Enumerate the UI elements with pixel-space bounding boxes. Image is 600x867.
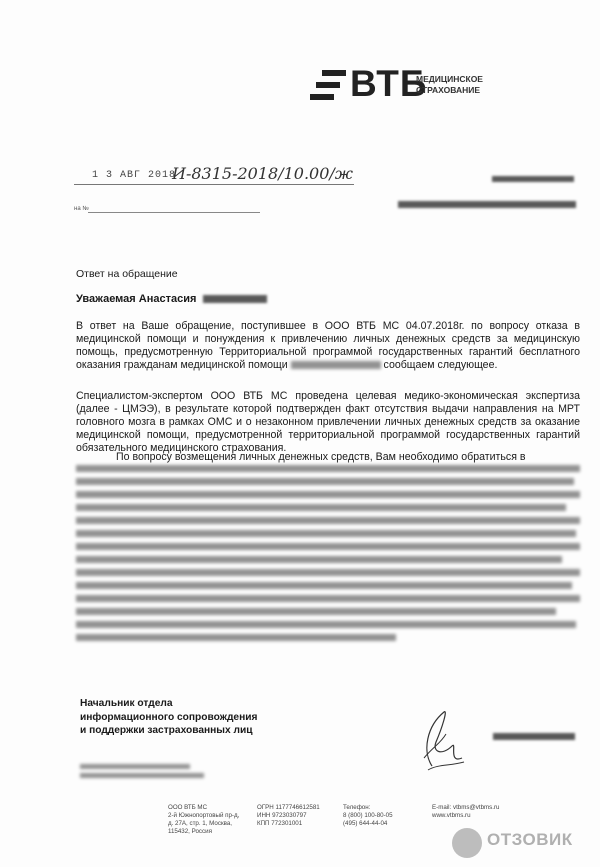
date-line: [74, 184, 354, 185]
footer-address: ООО ВТБ МС 2-й Южнопортовый пр-д, д. 27А, стр. 1, Москва, 115432, Россия: [168, 804, 240, 835]
outgoing-number: И-8315-2018/10.00/ж: [172, 164, 353, 183]
signatory-title: Начальник отдела информационного сопровождения и поддержки застрахованных лиц: [80, 698, 258, 736]
paragraph-3: По вопросу возмещения личных денежных средств, Вам необходимо обратиться в: [116, 451, 526, 463]
redacted-clinic: [291, 361, 381, 369]
otzovik-watermark: ОТЗОВИК: [487, 830, 573, 849]
paragraph-1: В ответ на Ваше обращение, поступившее в ООО ВТБ МС 04.07.2018г. по вопросу отказа в медицинской помощи и понуждения к привлечению личных денежных средств за медицинскую помощь, предусмотренную Территориальной программой государственных гарантий бесплатного оказания гражданам медицинской помощи сообщаем следующее.: [76, 320, 580, 371]
redacted-executor-phone: [80, 773, 204, 778]
redacted-body: [76, 465, 580, 645]
reference-line: [88, 212, 260, 213]
logo-wordmark: ВТБ: [350, 63, 428, 104]
redacted-surname: [203, 295, 267, 303]
footer-phones: Телефон: 8 (800) 100-80-05 (495) 644-44-04: [343, 804, 393, 827]
logo-subtitle: МЕДИЦИНСКОЕ СТРАХОВАНИЕ: [416, 74, 483, 95]
footer-registration: ОГРН 1177746612581 ИНН 9723030797 КПП 772301001: [257, 804, 320, 827]
otzovik-watermark-icon: [452, 828, 482, 858]
vtb-logo-bars-icon: [308, 68, 348, 102]
date-stamp: 1 3 АВГ 2018: [92, 170, 177, 181]
redacted-signatory-name: [493, 733, 575, 740]
footer-contacts: E-mail: vtbms@vtbms.ru www.vtbms.ru: [432, 804, 500, 819]
paragraph-2: Специалистом-экспертом ООО ВТБ МС проведена целевая медико-экономическая экспертиза (далее - ЦМЭЭ), в результате которой подтвержден факт отсутствия выдачи направления на МРТ головного мозга в рамках ОМС и о незаконном привлечении личных денежных средств за оказание медицинской помощи, предусмотренной территориальной программой государственных гарантий обязательного медицинского страхования.: [76, 390, 580, 454]
reference-label: на №: [74, 206, 89, 212]
letter-title: Ответ на обращение: [76, 268, 178, 280]
redacted-recipient-address: [398, 201, 576, 208]
greeting: Уважаемая Анастасия: [76, 293, 267, 305]
redacted-recipient-name: [492, 176, 574, 182]
redacted-executor-name: [80, 764, 190, 769]
handwritten-signature-icon: [402, 706, 472, 776]
